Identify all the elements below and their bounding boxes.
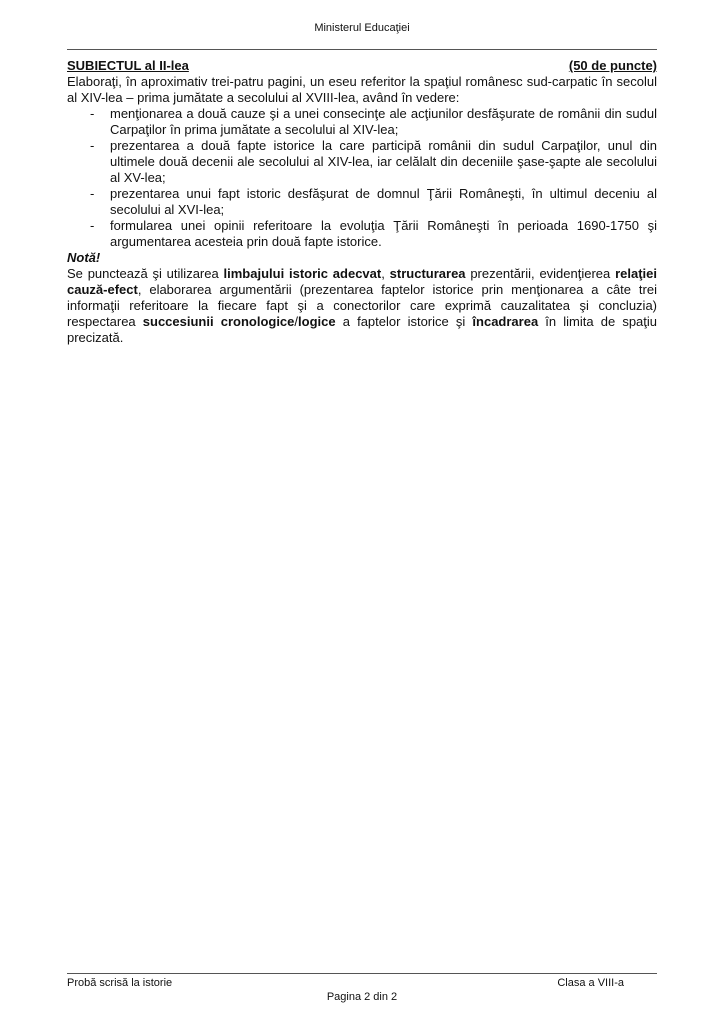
note-bold: relaţiei cauză-efect: [67, 266, 657, 297]
requirement-text: prezentarea unui fapt istoric desfăşurat de domnul Ţării Româneşti, în ultimul deceniu al secolului al XVI-lea;: [110, 186, 657, 217]
note-text: /: [294, 314, 299, 329]
requirement-item: [67, 186, 657, 218]
note-bold: limbajului istoric adecvat: [223, 266, 382, 281]
bullet-dash: -: [90, 106, 95, 121]
note-text: în limita de spaţiu precizată.: [67, 314, 658, 345]
note-bold: succesiunii cronologice: [142, 314, 295, 329]
bullet-dash: -: [90, 218, 95, 233]
note-text: , elaborarea argumentării (prezentarea faptelor istorice prin menţionarea a câte trei informaţii referitoare la fiecare fapt şi a conectorilor care exprimă cauzalitatea şi concluzia) respectarea: [67, 282, 657, 329]
note-bold: încadrarea: [472, 314, 539, 329]
note-text: a faptelor istorice şi: [335, 314, 473, 329]
requirement-item: [67, 218, 657, 250]
note-text: ,: [381, 266, 390, 281]
bullet-dash: -: [90, 138, 95, 153]
note-text: prezentării, evidenţierea: [465, 266, 616, 281]
requirement-item: [67, 106, 657, 138]
page-header: Ministerul Educaţiei: [314, 22, 410, 34]
requirement-text: formularea unei opinii referitoare la evoluţia Ţării Româneşti în perioada 1690-1750 şi argumentarea acesteia prin două fapte istorice.: [110, 218, 657, 249]
subject-points: (50 de puncte): [568, 58, 657, 73]
note-text: Se punctează şi utilizarea: [67, 266, 224, 281]
footer-grade: Clasa a VIII-a: [557, 977, 624, 989]
footer-rule: [67, 973, 657, 974]
requirement-text: menţionarea a două cauze şi a unei consecinţe ale acţiunilor desfăşurate de românii din sudul Carpaţilor în prima jumătate a secolului al XIV-lea;: [110, 106, 657, 137]
intro-paragraph: Elaboraţi, în aproximativ trei-patru pagini, un eseu referitor la spaţiul românesc sud-carpatic în secolul al XIV-lea – prima jumătate a secolului al XVIII-lea, având în vedere:: [67, 74, 657, 105]
requirement-text: prezentarea a două fapte istorice la care participă românii din sudul Carpaţilor, unul din ultimele două decenii ale secolului al XIV-lea, iar celălalt din deceniile şase-şapte ale secolului al XV-lea;: [110, 138, 657, 185]
subject-title: SUBIECTUL al II-lea: [67, 58, 189, 73]
bullet-dash: -: [90, 186, 95, 201]
requirement-item: [67, 138, 657, 186]
note-bold: logice: [298, 314, 336, 329]
page-number: Pagina 2 din 2: [326, 991, 398, 1003]
header-rule: [67, 49, 657, 50]
main-content: [67, 58, 657, 346]
subject-heading: [67, 58, 657, 74]
note-paragraph: [67, 266, 657, 346]
footer-exam-name: Probă scrisă la istorie: [67, 977, 173, 989]
note-title: Notă!: [67, 250, 101, 265]
note-bold: structurarea: [389, 266, 466, 281]
